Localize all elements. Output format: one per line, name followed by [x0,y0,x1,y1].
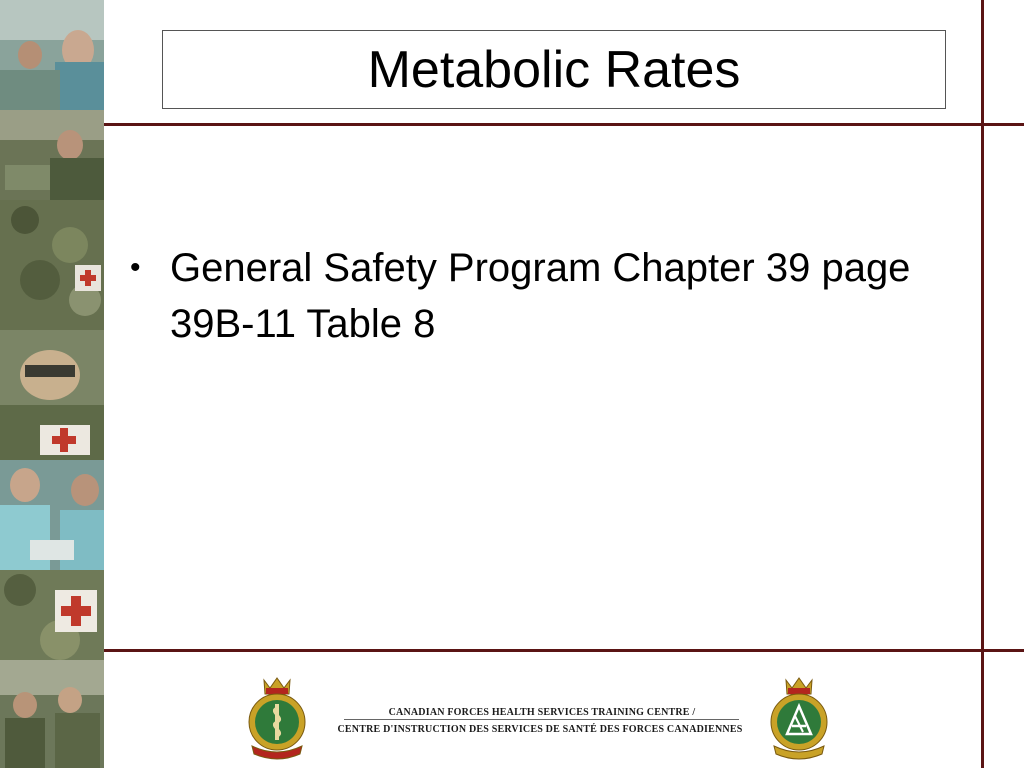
photo-surgery [0,460,104,570]
photo-soldiers-treating [0,110,104,200]
bullet-item [130,240,920,352]
photo-classroom [0,660,104,768]
bullet-text: General Safety Program Chapter 39 page 39B-11 Table 8 [170,246,911,346]
right-divider [981,0,984,768]
photo-camouflage-soldier [0,200,104,330]
footer-rule [344,719,739,720]
training-centre-crest-icon [766,676,832,760]
medical-branch-crest-icon [244,676,310,760]
footer [104,652,981,768]
photo-soldier-goggles [0,330,104,460]
top-divider [104,123,1024,126]
photo-collage [0,0,104,768]
bullet-marker: • [130,251,141,284]
footer-french-name: CENTRE D'INSTRUCTION DES SERVICES DE SANTÉ DES FORCES CANADIENNES [337,724,743,735]
footer-english-name: CANADIAN FORCES HEALTH SERVICES TRAINING CENTRE / [388,707,696,718]
bullet-list [130,240,920,352]
title-box [162,30,946,109]
photo-red-cross-armband [0,570,104,660]
photo-medical-staff [0,0,104,110]
slide-title: Metabolic Rates [367,40,741,99]
